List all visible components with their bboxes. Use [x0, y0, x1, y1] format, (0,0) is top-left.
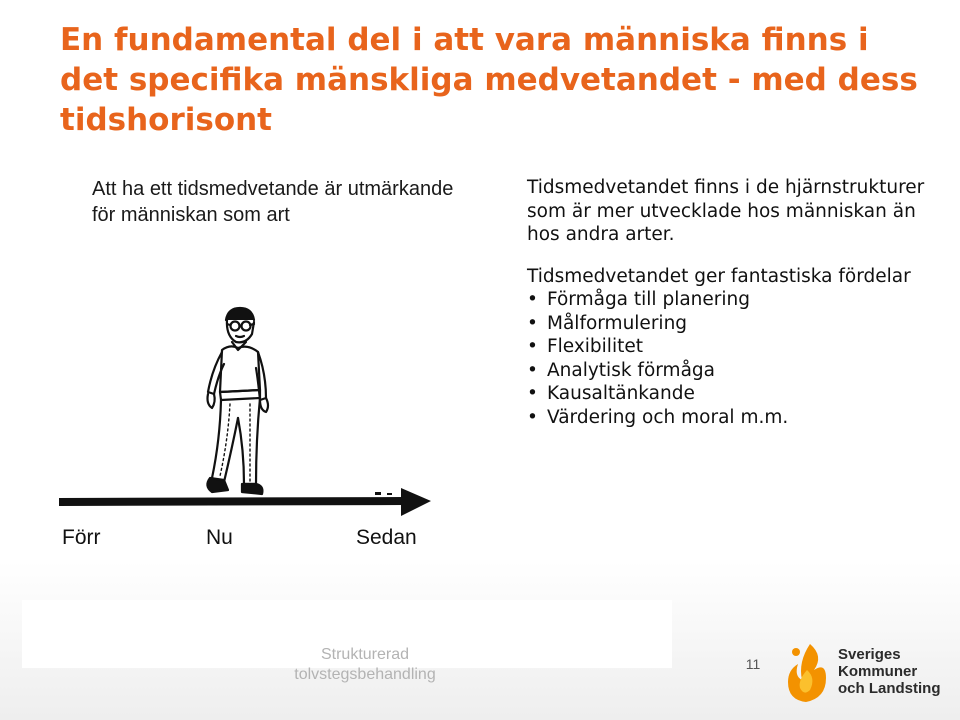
bullet-icon: •	[527, 336, 538, 357]
bullet-icon: •	[527, 289, 538, 310]
page-number: 11	[745, 656, 761, 672]
logo-line-1: Sveriges	[838, 646, 901, 663]
logo-text	[838, 646, 953, 697]
list-item	[527, 406, 937, 430]
list-item	[527, 359, 937, 383]
list-item-text: Målformulering	[547, 312, 688, 334]
walking-man-illustration	[190, 300, 290, 500]
bullet-icon: •	[527, 406, 538, 428]
right-paragraph-1: Tidsmedvetandet finns i de hjärnstrukturer som är mer utvecklade hos människan än hos andra arter.	[527, 177, 925, 245]
axis-label-now: Nu	[206, 526, 233, 549]
left-text: Att ha ett tidsmedvetande är utmärkande för människan som art	[92, 178, 454, 226]
list-item	[527, 335, 937, 359]
footer-title: Strukturerad tolvstegsbehandling	[294, 646, 436, 683]
slide-title: En fundamental del i att vara människa finns i det specifika mänskliga medvetandet - med dess tidshorisont	[60, 22, 918, 138]
list-item	[527, 312, 937, 336]
list-item	[527, 288, 937, 312]
list-item-text: Förmåga till planering	[547, 289, 750, 310]
list-item-text: Flexibilitet	[547, 336, 643, 357]
axis-label-later: Sedan	[356, 526, 417, 549]
right-paragraph-2: Tidsmedvetandet ger fantastiska fördelar	[527, 265, 911, 287]
benefits-list	[527, 288, 937, 429]
bullet-icon: •	[527, 383, 538, 404]
list-item-text: Kausaltänkande	[547, 383, 695, 404]
bullet-icon: •	[527, 312, 538, 334]
spacer	[527, 247, 937, 265]
skl-flame-icon	[780, 640, 834, 706]
logo-line-2: Kommuner	[838, 663, 918, 680]
bullet-icon: •	[527, 359, 538, 381]
list-item-text: Analytisk förmåga	[547, 359, 715, 381]
list-item-text: Värdering och moral m.m.	[547, 406, 789, 428]
logo-line-3: och Landsting	[838, 680, 941, 697]
right-text-block	[527, 176, 937, 429]
axis-label-past: Förr	[62, 526, 101, 549]
list-item	[527, 382, 937, 406]
time-arrow	[55, 484, 435, 520]
